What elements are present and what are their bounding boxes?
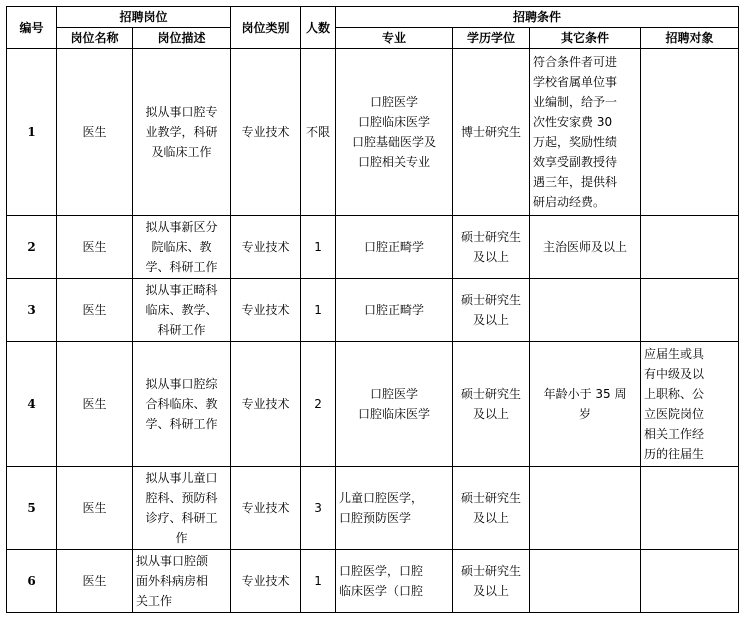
cell-target: [641, 49, 739, 216]
table-row: [7, 550, 739, 613]
major-text: 口腔医学 口腔临床医学: [358, 387, 431, 421]
cell-degree: [453, 49, 530, 216]
cell-category: 专业技术: [231, 279, 301, 342]
cell-id: 4: [7, 342, 57, 467]
cell-target: [641, 467, 739, 550]
degree-text: 硕士研究生 及以上: [461, 293, 522, 327]
post-desc-text: 拟从事儿童口 腔科、预防科 诊疗、科研工 作: [145, 471, 218, 545]
header-post-desc: 岗位描述: [133, 28, 231, 49]
cell-id: 1: [7, 49, 57, 216]
degree-text: 硕士研究生 及以上: [461, 491, 522, 525]
cell-post-desc: [133, 279, 231, 342]
cell-degree: [453, 342, 530, 467]
major-text: 口腔医学，口腔 临床医学（口腔: [339, 564, 424, 598]
cell-post-desc: [133, 550, 231, 613]
post-desc-text: 拟从事新区分 院临床、教 学、科研工作: [145, 220, 218, 274]
degree-text: 博士研究生: [461, 125, 522, 139]
cell-count: 1: [301, 550, 336, 613]
post-desc-text: 拟从事口腔专 业教学，科研 及临床工作: [145, 105, 218, 159]
cell-major: [336, 216, 453, 279]
cell-category: 专业技术: [231, 550, 301, 613]
table-row: [7, 49, 739, 216]
cell-major: [336, 550, 453, 613]
header-other: 其它条件: [530, 28, 641, 49]
header-conditions-group: 招聘条件: [336, 7, 739, 28]
cell-degree: [453, 279, 530, 342]
cell-post-name: 医生: [57, 342, 133, 467]
post-desc-text: 拟从事正畸科 临床、教学、 科研工作: [145, 283, 218, 337]
cell-id: 3: [7, 279, 57, 342]
cell-major: [336, 49, 453, 216]
cell-id: 6: [7, 550, 57, 613]
cell-count: 1: [301, 216, 336, 279]
cell-target: [641, 216, 739, 279]
cell-target: [641, 550, 739, 613]
cell-degree: [453, 216, 530, 279]
cell-count: 2: [301, 342, 336, 467]
major-text: 口腔医学 口腔临床医学 口腔基础医学及 口腔相关专业: [352, 95, 437, 169]
target-text: 应届生或具 有中级及以 上职称、公 立医院岗位 相关工作经 历的往届生: [644, 347, 705, 461]
cell-target: [641, 279, 739, 342]
cell-post-desc: [133, 49, 231, 216]
table-row: [7, 342, 739, 467]
cell-other: [530, 49, 641, 216]
table-row: [7, 216, 739, 279]
degree-text: 硕士研究生 及以上: [461, 387, 522, 421]
cell-category: 专业技术: [231, 216, 301, 279]
cell-category: 专业技术: [231, 342, 301, 467]
cell-other: [530, 467, 641, 550]
header-count: 人数: [301, 7, 336, 49]
header-category: 岗位类别: [231, 7, 301, 49]
header-id: 编号: [7, 7, 57, 49]
header-row-sub: [7, 28, 739, 49]
cell-id: 2: [7, 216, 57, 279]
major-text: 口腔正畸学: [364, 303, 425, 317]
cell-other: [530, 342, 641, 467]
cell-post-name: 医生: [57, 279, 133, 342]
cell-post-desc: [133, 342, 231, 467]
cell-target: [641, 342, 739, 467]
header-major: 专业: [336, 28, 453, 49]
table-row: [7, 467, 739, 550]
degree-text: 硕士研究生 及以上: [461, 230, 522, 264]
recruitment-table: [6, 6, 739, 613]
cell-post-desc: [133, 467, 231, 550]
cell-category: 专业技术: [231, 49, 301, 216]
other-text: 符合条件者可进 学校省属单位事 业编制，给予一 次性安家费 30 万起，奖励性绩 效享受副教授待 遇三年，提供科 研启动经费。: [533, 55, 618, 209]
major-text: 口腔正畸学: [364, 240, 425, 254]
cell-major: [336, 279, 453, 342]
cell-degree: [453, 550, 530, 613]
cell-post-name: 医生: [57, 216, 133, 279]
header-degree: 学历学位: [453, 28, 530, 49]
cell-other: [530, 550, 641, 613]
cell-id: 5: [7, 467, 57, 550]
post-desc-text: 拟从事口腔颌 面外科病房相 关工作: [136, 554, 209, 608]
cell-major: [336, 467, 453, 550]
cell-post-name: 医生: [57, 550, 133, 613]
degree-text: 硕士研究生 及以上: [461, 564, 522, 598]
header-target: 招聘对象: [641, 28, 739, 49]
cell-major: [336, 342, 453, 467]
cell-count: 1: [301, 279, 336, 342]
cell-degree: [453, 467, 530, 550]
table-row: [7, 279, 739, 342]
header-row-top: [7, 7, 739, 28]
cell-other: [530, 279, 641, 342]
cell-post-desc: [133, 216, 231, 279]
post-desc-text: 拟从事口腔综 合科临床、教 学、科研工作: [145, 377, 218, 431]
cell-category: 专业技术: [231, 467, 301, 550]
header-post-name: 岗位名称: [57, 28, 133, 49]
header-post-group: 招聘岗位: [57, 7, 231, 28]
cell-post-name: 医生: [57, 467, 133, 550]
other-text: 主治医师及以上: [543, 240, 628, 254]
cell-count: 不限: [301, 49, 336, 216]
major-text: 儿童口腔医学， 口腔预防医学: [339, 491, 424, 525]
cell-count: 3: [301, 467, 336, 550]
other-text: 年龄小于 35 周 岁: [543, 387, 627, 421]
cell-post-name: 医生: [57, 49, 133, 216]
cell-other: [530, 216, 641, 279]
